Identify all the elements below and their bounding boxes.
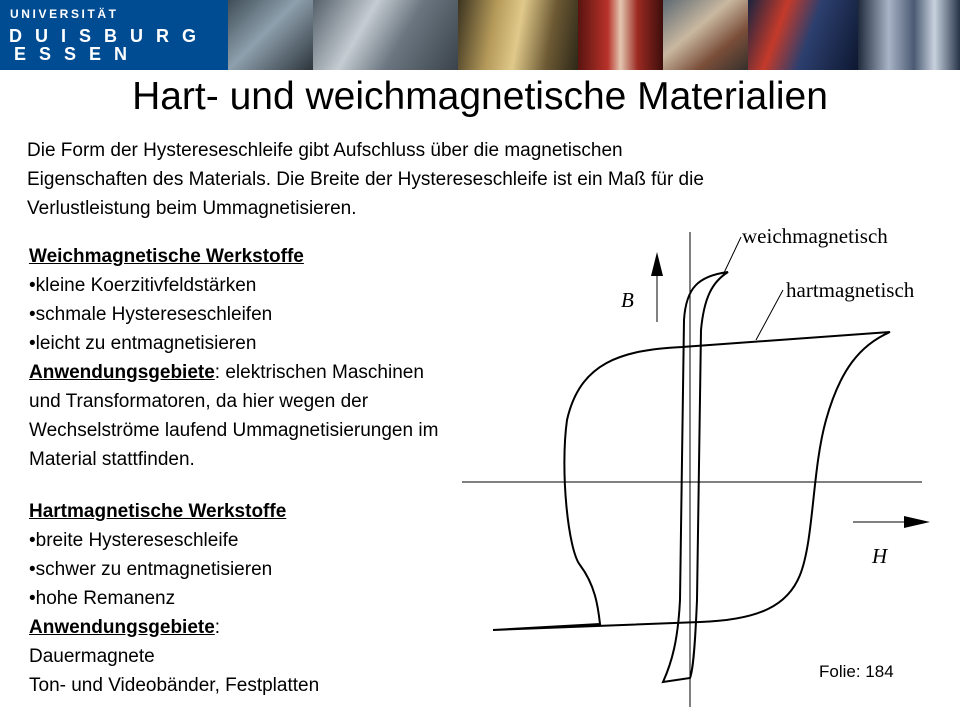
slide-title: Hart- und weichmagnetische Materialien [132,75,828,118]
banner-photo-1 [228,0,313,70]
hard-bullet: •hohe Remanenz [29,588,176,609]
hard-bullet: •schwer zu entmagnetisieren [29,559,273,580]
soft-bullet: •schmale Hystereseschleifen [29,304,273,325]
axis-label-h: H [872,544,888,568]
banner-photo-7 [858,0,960,70]
soft-applications-line: Wechselströme laufend Ummagnetisierungen im [29,420,439,441]
hard-leader-line [756,290,783,340]
soft-heading: Weichmagnetische Werkstoffe [29,246,304,267]
soft-bullet: •leicht zu entmagnetisieren [29,333,257,354]
soft-bullet: •kleine Koerzitivfeldstärken [29,275,257,296]
hard-applications-text: : [214,617,221,638]
axis-label-b: B [621,288,634,312]
intro-line: Eigenschaften des Materials. Die Breite der Hystereseschleife ist ein Maß für die [27,169,704,190]
hard-bullet: •breite Hystereseschleife [29,530,239,551]
hard-applications-line: Ton- und Videobänder, Festplatten [29,675,320,696]
banner-photo-5 [663,0,748,70]
banner-photo-3 [458,0,578,70]
hard-magnetic-loop [493,332,890,630]
banner-photo-4 [578,0,663,70]
intro-paragraph [27,136,727,223]
b-arrow-head [651,252,663,276]
logo-essen-text: ESSEN [14,44,141,64]
hard-heading: Hartmagnetische Werkstoffe [29,501,287,522]
hard-applications-line: Dauermagnete [29,646,155,667]
header-banner [0,0,960,70]
h-arrow-head [904,516,930,528]
logo-duisburg-text: DUISBURG [9,26,210,46]
hysteresis-diagram [455,222,955,712]
slide-number: Folie: 184 [819,662,894,681]
logo-university-text: UNIVERSITÄT [10,7,119,21]
university-logo [0,0,228,70]
intro-line: Verlustleistung beim Ummagnetisieren. [27,198,357,219]
soft-applications-line: Material stattfinden. [29,449,195,470]
soft-applications-text: : elektrischen Maschinen [214,362,424,383]
label-hartmagnetisch: hartmagnetisch [786,278,915,302]
banner-photo-2 [313,0,458,70]
soft-applications-label: Anwendungsgebiete [29,362,215,383]
banner-photo-6 [748,0,858,70]
soft-leader-line [723,237,741,275]
label-weichmagnetisch: weichmagnetisch [742,224,888,248]
hard-applications-label: Anwendungsgebiete [29,617,215,638]
soft-applications-line: und Transformatoren, da hier wegen der [29,391,369,412]
intro-line: Die Form der Hystereseschleife gibt Aufschluss über die magnetischen [27,140,623,161]
